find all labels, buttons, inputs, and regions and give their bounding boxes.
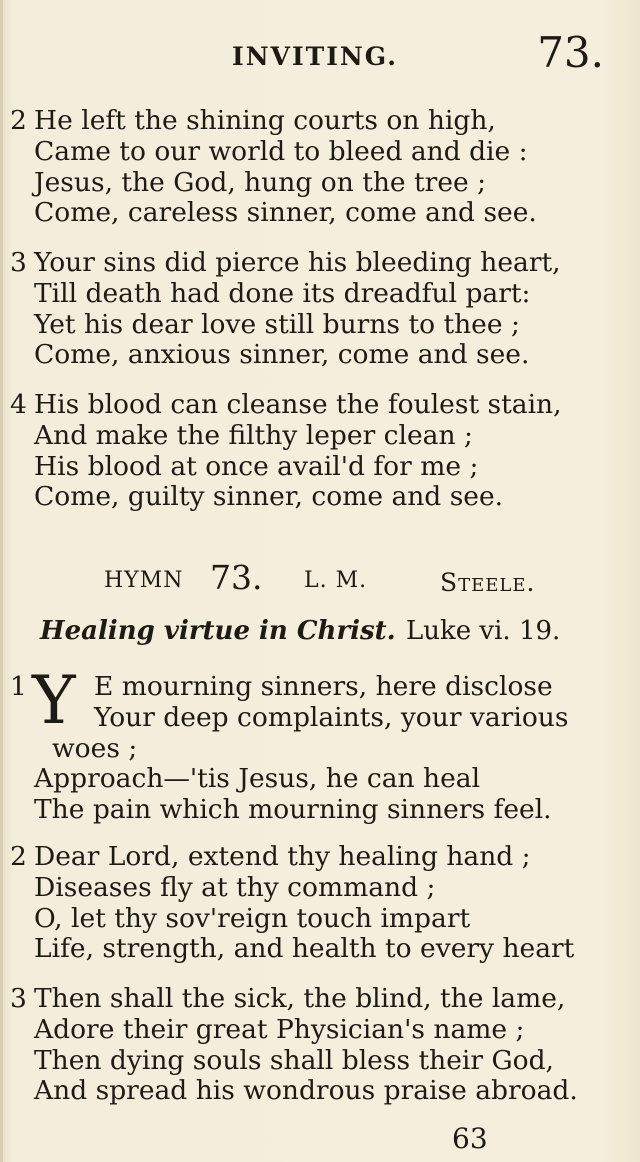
- hymn-label: HYMN: [104, 568, 184, 593]
- stanza-line: Diseases fly at thy command ;: [34, 871, 436, 903]
- hymn-author: Steele.: [440, 568, 536, 597]
- stanza-line: Till death had done its dreadful part:: [34, 277, 531, 309]
- stanza-line: Your deep complaints, your various: [94, 701, 569, 733]
- stanza-line: Life, strength, and health to every heart: [34, 933, 575, 965]
- stanza-line: woes ;: [52, 732, 138, 764]
- stanza-number: 1: [10, 671, 27, 702]
- stanza-line: Came to our world to bleed and die :: [34, 135, 528, 167]
- stanza-line: 2 He left the shining courts on high,: [10, 105, 496, 136]
- scripture-reference: Luke vi. 19.: [406, 616, 561, 646]
- stanza-number: 2: [10, 841, 27, 872]
- stanza-line: Jesus, the God, hung on the tree ;: [34, 166, 487, 198]
- hymn-number-header: 73.: [537, 28, 604, 77]
- stanza-line: Approach—'tis Jesus, he can heal: [34, 763, 481, 795]
- stanza-line: Yet his dear love still burns to thee ;: [34, 308, 520, 340]
- stanza-line: Then dying souls shall bless their God,: [34, 1044, 554, 1076]
- stanza-number: 4: [10, 389, 27, 420]
- stanza-line: The pain which mourning sinners feel.: [34, 794, 552, 826]
- stanza-line: 3 Then shall the sick, the blind, the lame,: [10, 983, 566, 1014]
- stanza-line: Come, careless sinner, come and see.: [34, 197, 537, 229]
- stanza-number: 2: [10, 105, 27, 136]
- page-number-footer: 63: [452, 1122, 488, 1155]
- hymn-heading: [0, 560, 640, 600]
- stanza-line: And make the filthy leper clean ;: [34, 419, 473, 451]
- stanza-number: 3: [10, 247, 27, 278]
- stanza-line: His blood at once avail'd for me ;: [34, 450, 479, 482]
- running-head: INVITING.: [232, 42, 398, 71]
- stanza-2-prev-hymn: [10, 106, 620, 229]
- stanza-2: [10, 842, 620, 965]
- stanza-line: Come, anxious sinner, come and see.: [34, 339, 530, 371]
- stanza-1: [10, 662, 630, 826]
- hymn-meter: L. M.: [304, 568, 368, 593]
- stanza-number: 3: [10, 983, 27, 1014]
- hymn-number: 73.: [210, 558, 263, 597]
- stanza-line: E mourning sinners, here disclose: [94, 671, 553, 702]
- stanza-4-prev-hymn: [10, 390, 620, 513]
- stanza-3: [10, 984, 620, 1107]
- page-header: [0, 28, 640, 78]
- stanza-line: 3 Your sins did pierce his bleeding heart,: [10, 247, 561, 278]
- stanza-line: Come, guilty sinner, come and see.: [34, 481, 504, 513]
- hymn-topic: Healing virtue in Christ.: [40, 616, 396, 646]
- drop-cap: Y: [32, 662, 76, 739]
- stanza-line: 2 Dear Lord, extend thy healing hand ;: [10, 841, 531, 872]
- stanza-line: 4 His blood can cleanse the foulest stain,: [10, 389, 562, 420]
- stanza-line: And spread his wondrous praise abroad.: [34, 1075, 578, 1107]
- stanza-line: Adore their great Physician's name ;: [34, 1013, 525, 1045]
- stanza-line: O, let thy sov'reign touch impart: [34, 902, 471, 934]
- stanza-3-prev-hymn: [10, 248, 620, 371]
